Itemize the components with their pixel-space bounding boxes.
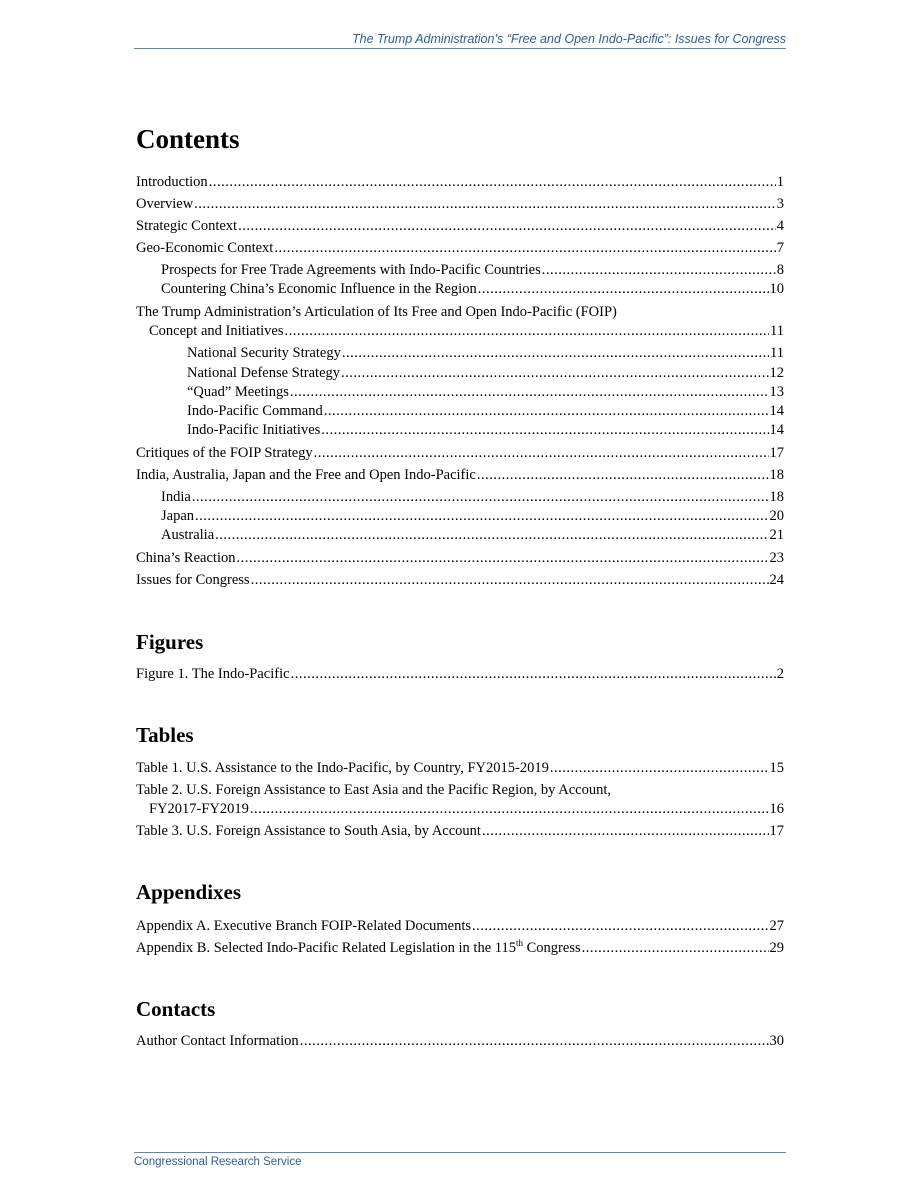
toc-entry-issues-for-congress[interactable]: Issues for Congress ..... 24: [136, 571, 784, 593]
contents-list: [136, 173, 784, 593]
toc-entry-foip-concept[interactable]: Concept and Initiatives ..... 11: [136, 322, 784, 344]
toc-entry-introduction[interactable]: Introduction ..... 1: [136, 173, 784, 195]
toc-entry-overview[interactable]: Overview ..... 3: [136, 195, 784, 217]
contents-heading: Contents: [136, 124, 240, 154]
appendixes-heading: Appendixes: [136, 880, 242, 904]
toc-entry-indo-pacific-command[interactable]: Indo-Pacific Command ..... 14: [136, 402, 784, 421]
toc-entry-free-trade-agreements[interactable]: Prospects for Free Trade Agreements with Indo-Pacific Countries ..... 8: [136, 261, 784, 280]
toc-entry-foip-concept-line1[interactable]: The Trump Administration’s Articulation of Its Free and Open Indo-Pacific (FOIP): [136, 304, 617, 320]
toc-entry-geo-economic-context[interactable]: Geo-Economic Context ..... 7: [136, 239, 784, 261]
toc-entry-strategic-context[interactable]: Strategic Context ..... 4: [136, 217, 784, 239]
toc-entry-table-2[interactable]: FY2017-FY2019 ..... 16: [136, 800, 784, 822]
tables-list: [136, 759, 784, 844]
toc-entry-author-contact[interactable]: Author Contact Information ..... 30: [136, 1032, 784, 1051]
toc-entry-table-2-line1[interactable]: Table 2. U.S. Foreign Assistance to East Asia and the Pacific Region, by Account,: [136, 782, 611, 798]
toc-entry-quad-meetings[interactable]: “Quad” Meetings ..... 13: [136, 383, 784, 402]
toc-entry-appendix-b[interactable]: Appendix B. Selected Indo-Pacific Related Legislation in the 115th Congress ..... 29: [136, 939, 784, 961]
contacts-list: [136, 1032, 784, 1051]
running-header: The Trump Administration’s “Free and Open Indo-Pacific”: Issues for Congress: [134, 32, 786, 49]
toc-entry-national-security-strategy[interactable]: National Security Strategy ..... 11: [136, 344, 784, 364]
toc-entry-figure-1[interactable]: Figure 1. The Indo-Pacific ..... 2: [136, 665, 784, 684]
appendixes-list: [136, 917, 784, 961]
toc-entry-india-australia-japan[interactable]: India, Australia, Japan and the Free and Open Indo-Pacific ..... 18: [136, 466, 784, 488]
tables-heading: Tables: [136, 723, 194, 747]
toc-entry-national-defense-strategy[interactable]: National Defense Strategy ..... 12: [136, 364, 784, 383]
toc-entry-appendix-a[interactable]: Appendix A. Executive Branch FOIP-Related Documents ..... 27: [136, 917, 784, 939]
toc-entry-india[interactable]: India ..... 18: [136, 488, 784, 507]
toc-entry-table-3[interactable]: Table 3. U.S. Foreign Assistance to South Asia, by Account ..... 17: [136, 822, 784, 844]
contacts-heading: Contacts: [136, 997, 216, 1021]
toc-entry-chinas-reaction[interactable]: China’s Reaction ..... 23: [136, 549, 784, 571]
figures-list: [136, 665, 784, 684]
page-footer: Congressional Research Service: [134, 1152, 786, 1168]
toc-entry-table-1[interactable]: Table 1. U.S. Assistance to the Indo-Pacific, by Country, FY2015-2019 ..... 15: [136, 759, 784, 781]
toc-entry-critiques[interactable]: Critiques of the FOIP Strategy ..... 17: [136, 444, 784, 466]
toc-entry-countering-china[interactable]: Countering China’s Economic Influence in the Region ..... 10: [136, 280, 784, 303]
toc-entry-australia[interactable]: Australia ..... 21: [136, 526, 784, 549]
toc-entry-indo-pacific-initiatives[interactable]: Indo-Pacific Initiatives ..... 14: [136, 421, 784, 444]
toc-entry-japan[interactable]: Japan ..... 20: [136, 507, 784, 526]
figures-heading: Figures: [136, 630, 204, 654]
